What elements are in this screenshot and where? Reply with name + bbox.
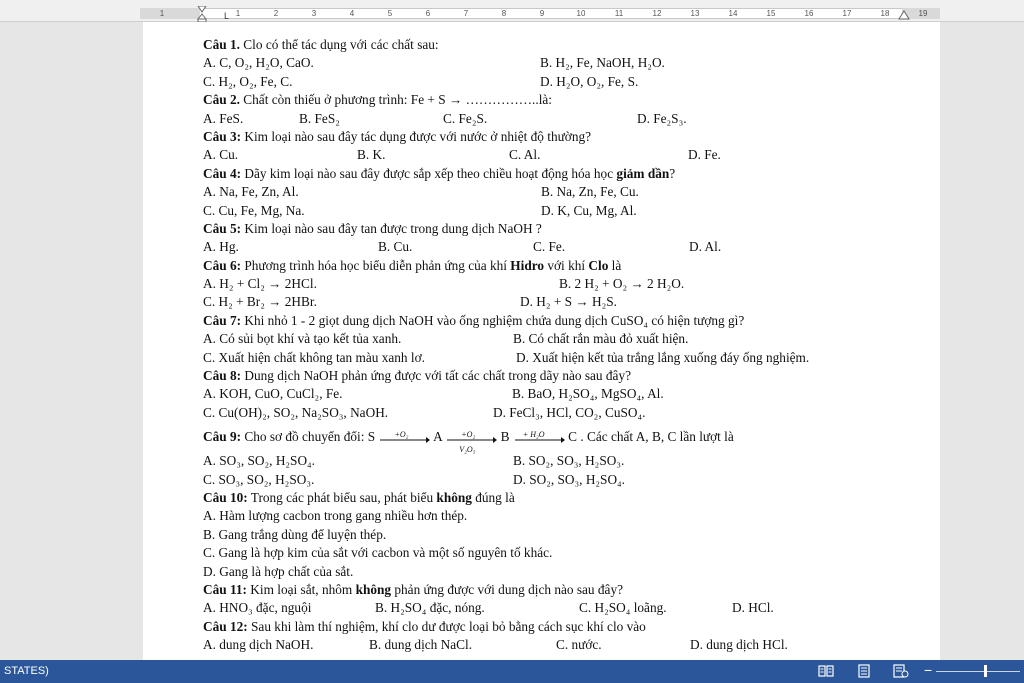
question-text: Dãy kim loại nào sau đây được sắp xếp theo chiều hoạt động hóa học <box>241 165 617 181</box>
question-text: C . Các chất A, B, C lần lượt là <box>568 429 734 445</box>
ruler-tick: 16 <box>804 9 814 18</box>
question-text: Khi nhỏ 1 - 2 giọt dung dịch NaOH vào ống nghiệm chứa dung dịch CuSO₄ có hiện tượng gì? <box>241 312 745 328</box>
document-page[interactable] <box>143 22 940 660</box>
question-label: Câu 7: <box>203 312 242 328</box>
zoom-out-button[interactable]: − <box>924 662 933 678</box>
ruler-tick: 15 <box>766 9 776 18</box>
ruler-tick: 18 <box>880 9 890 18</box>
options-row <box>203 73 903 91</box>
ruler-tick: 14 <box>728 9 738 18</box>
options-row <box>203 599 903 617</box>
question-8 <box>203 367 903 385</box>
option-a: A. SO₃, SO₂, H₂SO₄. <box>203 453 316 469</box>
option-b: B. K. <box>357 147 386 163</box>
option-c: C. Al. <box>509 147 541 163</box>
question-text: Chất còn thiếu ở phương trình: Fe + S → ……………..là: <box>239 92 553 108</box>
question-text: Dung dịch NaOH phản ứng được với tất các chất trong dãy nào sau đây? <box>241 368 632 384</box>
question-label: Câu 1. <box>203 37 240 52</box>
option-b: B. dung dịch NaCl. <box>369 637 473 653</box>
question-9 <box>203 424 903 455</box>
question-emphasis: Hidro <box>510 257 545 273</box>
options-row <box>203 471 903 489</box>
option-d: D. H₂O, O₂, Fe, S. <box>540 73 639 89</box>
question-label: Câu 10: <box>203 489 248 505</box>
option-c: C. Gang là hợp kim của sắt với cacbon và một số nguyên tố khác. <box>203 545 553 561</box>
question-text: Clo có thể tác dụng với các chất sau: <box>239 37 439 52</box>
options-row <box>203 183 903 201</box>
species-b: B <box>500 429 510 445</box>
print-layout-icon[interactable] <box>856 664 872 678</box>
ruler-tick: 3 <box>311 9 317 18</box>
question-text: với khí <box>544 257 589 273</box>
option-a: A. Cu. <box>203 147 239 163</box>
question-text: Cho sơ đồ chuyển đổi: S <box>241 429 376 445</box>
option-b: B. FeS₂ <box>299 110 340 126</box>
arrow-label-top: + H₂O <box>522 430 545 440</box>
options-row <box>203 385 903 403</box>
arrow-label-bottom: V₂O₅ <box>459 445 476 455</box>
option-a: A. Hàm lượng cacbon trong gang nhiều hơn thép. <box>203 508 468 524</box>
ruler-tick: 10 <box>576 9 586 18</box>
option-d: D. H₂ + S → H₂S. <box>520 294 617 310</box>
option-d: D. Xuất hiện kết tủa trắng lắng xuống đáy ống nghiệm. <box>516 349 810 365</box>
ruler-tick: 4 <box>349 9 355 18</box>
question-label: Câu 12: <box>203 618 248 634</box>
ruler-tick: 2 <box>273 9 279 18</box>
web-layout-icon[interactable] <box>893 664 909 678</box>
ruler-tick: 1 <box>235 9 241 18</box>
question-label: Câu 11: <box>203 581 247 597</box>
option-b: B. H₂SO₄ đặc, nóng. <box>375 600 485 616</box>
ruler-tick: 13 <box>690 9 700 18</box>
ruler-tick: 17 <box>842 9 852 18</box>
option-b: B. Gang trắng dùng để luyện thép. <box>203 526 387 542</box>
question-text: Phương trình hóa học biểu diễn phản ứng của khí <box>241 257 511 273</box>
options-row <box>203 452 903 470</box>
question-10 <box>203 489 903 507</box>
status-text[interactable]: STATES) <box>4 665 49 677</box>
arrow-label-top: +O₂ <box>394 430 409 440</box>
option-d: D. FeCl₃, HCl, CO₂, CuSO₄. <box>493 404 646 420</box>
page-content <box>203 36 903 655</box>
question-text: Trong các phát biểu sau, phát biểu <box>247 489 437 505</box>
ruler-tick: 5 <box>387 9 393 18</box>
question-text: Kim loại nào sau đây tan được trong dung dịch NaOH ? <box>241 220 542 236</box>
question-text: ? <box>669 165 676 181</box>
question-emphasis: Clo <box>588 257 609 273</box>
options-row <box>203 110 903 128</box>
option-a: A. Có sủi bọt khí và tạo kết tủa xanh. <box>203 331 402 347</box>
indent-marker-icon[interactable] <box>197 6 207 22</box>
options-row <box>203 238 903 256</box>
option-c: C. nước. <box>556 637 602 653</box>
horizontal-ruler[interactable] <box>0 0 1024 22</box>
question-emphasis: không <box>355 581 392 597</box>
option-d: D. Fe₂S₃. <box>637 110 687 126</box>
right-indent-icon[interactable] <box>898 10 910 20</box>
ruler-tick: 1 <box>159 9 165 18</box>
question-5 <box>203 220 903 238</box>
option-c: C. Xuất hiện chất không tan màu xanh lơ. <box>203 349 425 365</box>
ruler-tick: 12 <box>652 9 662 18</box>
document-area[interactable] <box>0 22 1024 660</box>
tab-stop-icon[interactable]: L <box>224 11 230 21</box>
question-4 <box>203 165 903 183</box>
question-emphasis: không <box>436 489 472 505</box>
option-a: A. Hg. <box>203 239 239 255</box>
question-label: Câu 9: <box>203 429 242 445</box>
option-b: B. SO₂, SO₃, H₂SO₃. <box>513 453 625 469</box>
option-a: A. KOH, CuO, CuCl₂, Fe. <box>203 386 343 402</box>
option-c: C. H₂SO₄ loãng. <box>579 600 667 616</box>
option-a: A. dung dịch NaOH. <box>203 637 314 653</box>
question-7 <box>203 312 903 330</box>
option-d: D. K, Cu, Mg, Al. <box>541 202 637 218</box>
ruler-tick: 9 <box>539 9 545 18</box>
reaction-arrow-2 <box>445 430 497 455</box>
option-b: B. Có chất rắn màu đỏ xuất hiện. <box>513 331 689 347</box>
option-a: A. H₂ + Cl₂ → 2HCl. <box>203 276 317 292</box>
question-label: Câu 6: <box>203 257 242 273</box>
option-d: D. Fe. <box>688 147 721 163</box>
question-label: Câu 8: <box>203 368 242 384</box>
options-row <box>203 54 903 72</box>
question-text: phản ứng được với dung dịch nào sau đây? <box>391 581 623 597</box>
option-c: C. Fe. <box>533 239 566 255</box>
ruler-tick: 7 <box>463 9 469 18</box>
question-label: Câu 4: <box>203 165 242 181</box>
option-c: C. H₂, O₂, Fe, C. <box>203 73 293 89</box>
option-d: D. SO₂, SO₃, H₂SO₄. <box>513 471 626 487</box>
options-row <box>203 202 903 220</box>
question-6 <box>203 257 903 275</box>
option-d: D. Gang là hợp chất của sắt. <box>203 563 354 579</box>
ruler-tick: 19 <box>918 9 928 18</box>
option-c: C. Cu, Fe, Mg, Na. <box>203 202 305 218</box>
zoom-slider-thumb[interactable] <box>984 665 987 677</box>
question-2 <box>203 91 903 109</box>
question-label: Câu 3: <box>203 128 242 144</box>
option-c: C. H₂ + Br₂ → 2HBr. <box>203 294 317 310</box>
species-a: A <box>433 429 442 445</box>
option-d: D. HCl. <box>732 600 774 616</box>
ruler-tick: 6 <box>425 9 431 18</box>
ruler-tick: 11 <box>614 9 624 18</box>
option-b: B. Cu. <box>378 239 413 255</box>
question-text: Kim loại nào sau đây tác dụng được với nước ở nhiệt độ thường? <box>241 128 592 144</box>
options-row <box>203 293 903 311</box>
reaction-arrow-1 <box>378 432 430 444</box>
reaction-arrow-3 <box>513 432 565 444</box>
option-c: C. Fe₂S. <box>443 110 488 126</box>
question-3 <box>203 128 903 146</box>
arrow-label-top: +O₂ <box>461 430 476 440</box>
option-a: A. Na, Fe, Zn, Al. <box>203 184 299 200</box>
zoom-slider[interactable] <box>936 671 1020 672</box>
options-row <box>203 330 903 348</box>
status-bar <box>0 660 1024 683</box>
option-d: D. dung dịch HCl. <box>690 637 788 653</box>
read-mode-icon[interactable] <box>818 664 834 678</box>
ruler-tick: 8 <box>501 9 507 18</box>
options-row <box>203 404 903 422</box>
option-a: A. FeS. <box>203 110 244 126</box>
option-c: C. Cu(OH)₂, SO₂, Na₂SO₃, NaOH. <box>203 404 389 420</box>
option-b: B. BaO, H₂SO₄, MgSO₄, Al. <box>512 386 664 402</box>
option-c: C. SO₃, SO₂, H₂SO₃. <box>203 471 315 487</box>
ruler-left-margin <box>140 8 200 19</box>
question-1 <box>203 36 903 54</box>
question-emphasis: giảm dần <box>616 165 670 181</box>
question-text: đúng là <box>471 489 515 505</box>
option-a: A. C, O₂, H₂O, CaO. <box>203 55 314 71</box>
option-b: B. H₂, Fe, NaOH, H₂O. <box>540 55 665 71</box>
options-row <box>203 349 903 367</box>
options-row <box>203 275 903 293</box>
options-row <box>203 636 903 654</box>
question-text: Kim loại sắt, nhôm <box>246 581 356 597</box>
options-row <box>203 146 903 164</box>
question-label: Câu 5: <box>203 220 242 236</box>
option-a: A. HNO₃ đặc, nguội <box>203 600 312 616</box>
option-d: D. Al. <box>689 239 722 255</box>
question-text: là <box>608 257 622 273</box>
question-label: Câu 2. <box>203 92 240 108</box>
option-b: B. 2 H₂ + O₂ → 2 H₂O. <box>559 276 685 292</box>
option-b: B. Na, Zn, Fe, Cu. <box>541 184 639 200</box>
question-12 <box>203 618 903 636</box>
question-text: Sau khi làm thí nghiệm, khí clo dư được loại bỏ bằng cách sục khí clo vào <box>247 618 646 634</box>
question-11 <box>203 581 903 599</box>
